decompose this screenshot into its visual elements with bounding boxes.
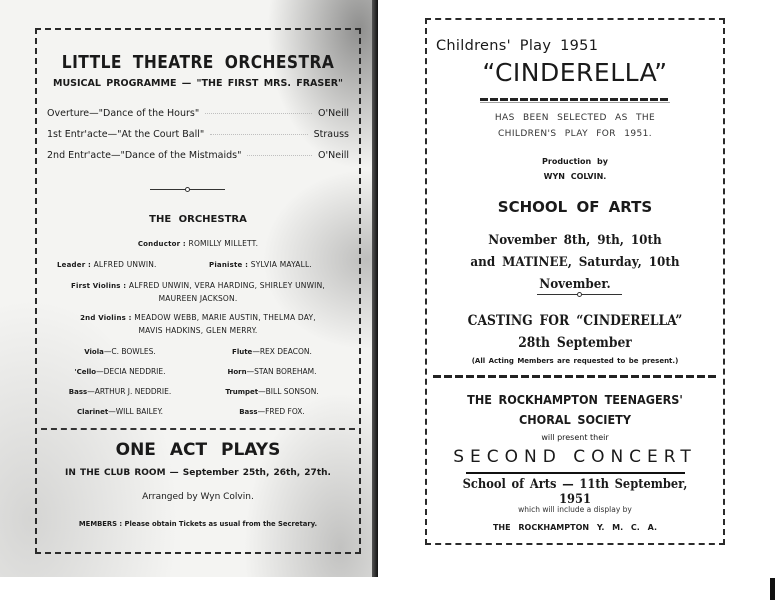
performance-dates <box>439 230 711 296</box>
childrens-play-header: Childrens' Play 1951 <box>436 38 599 54</box>
pianiste-name: SYLVIA MAYALL. <box>250 260 312 269</box>
instrument-entry <box>197 407 347 416</box>
instrument-entry <box>45 407 195 416</box>
instrument-role: Clarinet <box>77 408 109 416</box>
dates-line-1: November 8th, 9th, 10th <box>488 233 662 248</box>
instrument-role: Trumpet <box>225 388 259 396</box>
will-present-text: will present their <box>541 433 609 442</box>
instrument-entry <box>197 367 347 376</box>
choral-line-2: CHORAL SOCIETY <box>518 412 631 427</box>
choral-line-1: THE ROCKHAMPTON TEENAGERS' <box>467 392 683 407</box>
programme-composer: Strauss <box>313 129 349 140</box>
first-violins-role: First Violins : <box>71 282 127 290</box>
programme-item <box>47 129 349 140</box>
instrument-role: Bass <box>68 388 88 396</box>
orchestra-programme-panel <box>35 28 361 554</box>
instrument-role: 'Cello <box>74 368 97 376</box>
instrument-player: —ARTHUR J. NEDDRIE. <box>87 387 172 396</box>
leader-role: Leader : <box>57 261 91 269</box>
ornament-circle-icon <box>185 187 190 192</box>
ornament-circle-icon <box>577 292 582 297</box>
instrument-entry <box>197 347 347 356</box>
section-divider <box>433 375 717 378</box>
production-credit <box>427 154 723 184</box>
ymca-credit: THE ROCKHAMPTON Y. M. C. A. <box>492 523 658 532</box>
first-violins-line <box>37 281 359 290</box>
producer-name: WYN COLVIN. <box>543 172 607 181</box>
page-gutter <box>372 0 378 577</box>
programme-piece: Overture—"Dance of the Hours" <box>47 108 200 119</box>
first-violins-line-2: MAUREEN JACKSON. <box>158 294 238 303</box>
instrument-role: Flute <box>232 348 253 356</box>
instrument-role: Viola <box>84 348 104 356</box>
casting-line-2: 28th September <box>518 335 632 351</box>
one-act-plays-title: ONE ACT PLAYS <box>115 440 281 460</box>
section-divider <box>41 428 355 430</box>
instrument-player: —BILL SONSON. <box>258 387 319 396</box>
one-act-arranged: Arranged by Wyn Colvin. <box>142 492 254 502</box>
conductor-name: ROMILLY MILLETT. <box>188 239 259 248</box>
instrument-player: —REX DEACON. <box>252 347 312 356</box>
leader-name: ALFRED UNWIN. <box>93 260 157 269</box>
second-violins-line-2: MAVIS HADKINS, GLEN MERRY. <box>138 326 258 335</box>
second-violins-role: 2nd Violins : <box>80 314 132 322</box>
orchestra-heading: THE ORCHESTRA <box>149 214 247 225</box>
scan-edge-mark <box>770 578 775 600</box>
concert-underline <box>466 472 685 474</box>
concert-details: School of Arts — 11th September, 1951 <box>462 477 688 507</box>
instrument-player: —STAN BOREHAM. <box>246 367 317 376</box>
display-note: which will include a display by <box>518 505 632 514</box>
cinderella-panel <box>425 18 725 545</box>
pianiste-line <box>209 260 312 269</box>
casting-line-1: CASTING FOR “CINDERELLA” <box>467 313 683 329</box>
instrument-entry <box>45 347 195 356</box>
programme-subtitle: MUSICAL PROGRAMME — "THE FIRST MRS. FRASER" <box>53 78 343 89</box>
venue-title: SCHOOL OF ARTS <box>497 198 653 216</box>
leader-line <box>57 260 157 269</box>
one-act-venue: IN THE CLUB ROOM — September 25th, 26th, 27th. <box>65 468 331 478</box>
play-title: “CINDERELLA” <box>482 58 668 87</box>
second-violins-line <box>37 313 359 322</box>
leader-dots <box>205 113 312 114</box>
concert-title: SECOND CONCERT <box>453 447 697 467</box>
instrument-player: —DECIA NEDDRIE. <box>96 367 166 376</box>
selection-line-1: HAS BEEN SELECTED AS THE <box>494 113 656 123</box>
programme-piece: 1st Entr'acte—"At the Court Ball" <box>47 129 205 140</box>
instrument-entry <box>45 367 195 376</box>
orchestra-title: LITTLE THEATRE ORCHESTRA <box>61 52 335 73</box>
conductor-role: Conductor : <box>137 240 186 248</box>
title-underline-thin <box>480 102 670 103</box>
programme-composer: O'Neill <box>318 108 349 119</box>
pianiste-role: Pianiste : <box>209 261 249 269</box>
programme-item <box>47 108 349 119</box>
leader-dots <box>210 134 307 135</box>
selection-line-2: CHILDREN'S PLAY FOR 1951. <box>498 129 652 139</box>
programme-composer: O'Neill <box>318 150 349 161</box>
acting-members-note: (All Acting Members are requested to be present.) <box>471 357 679 365</box>
instrument-entry <box>45 387 195 396</box>
first-violins-names: ALFRED UNWIN, VERA HARDING, SHIRLEY UNWIN, <box>128 281 325 290</box>
casting-notice <box>445 310 705 354</box>
title-underline <box>480 98 670 101</box>
instrument-role: Bass <box>239 408 258 416</box>
choral-society-title <box>442 390 708 430</box>
instrument-player: —FRED FOX. <box>257 407 305 416</box>
production-by-label: Production by <box>542 157 608 166</box>
selection-notice <box>427 110 723 142</box>
members-note: MEMBERS : Please obtain Tickets as usual from the Secretary. <box>78 520 318 528</box>
leader-dots <box>247 155 312 156</box>
instrument-player: —WILL BAILEY. <box>108 407 163 416</box>
instrument-entry <box>197 387 347 396</box>
instrument-player: —C. BOWLES. <box>103 347 156 356</box>
programme-piece: 2nd Entr'acte—"Dance of the Mistmaids" <box>47 150 242 161</box>
programme-item <box>47 150 349 161</box>
second-violins-names: MEADOW WEBB, MARIE AUSTIN, THELMA DAY, <box>134 313 316 322</box>
conductor-line <box>37 239 359 248</box>
dates-line-2: and MATINEE, Saturday, 10th November. <box>470 255 680 292</box>
instrument-role: Horn <box>227 368 247 376</box>
